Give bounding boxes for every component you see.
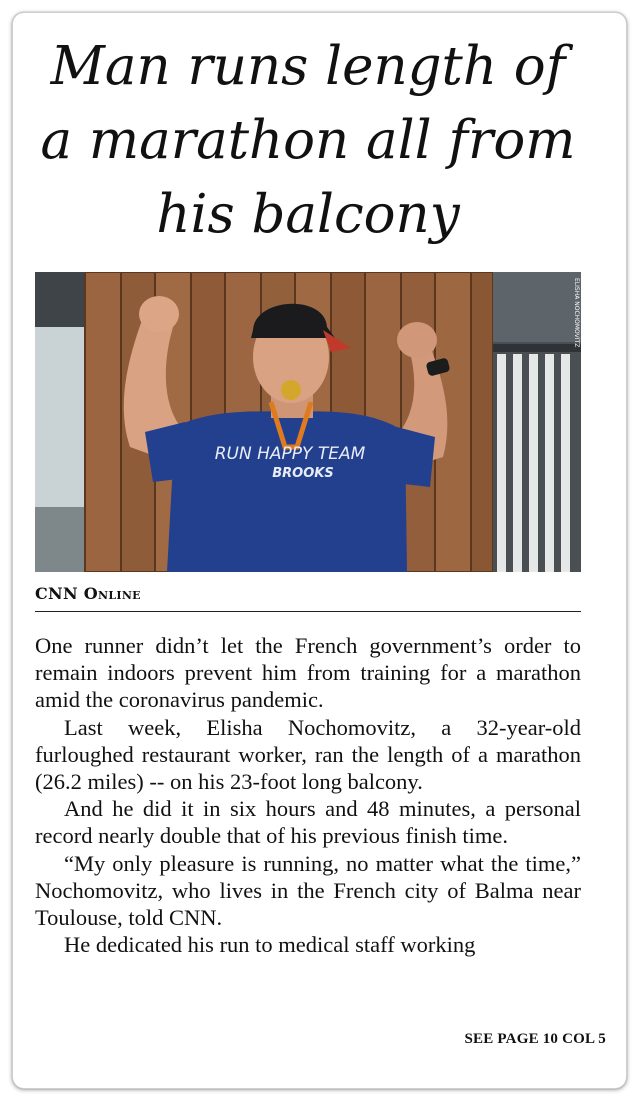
shirt-text-line2: BROOKS [272, 466, 334, 481]
byline: CNN Online [35, 584, 581, 612]
paragraph: He dedicated his run to medical staff working [64, 932, 476, 958]
photo-credit: ELISHA NOCHOMOVITZ [573, 278, 580, 348]
article-body [35, 632, 581, 958]
paragraph: One runner didn’t let the French government’s order to remain indoors prevent him from training for a marathon amid the coronavirus pandemic. [35, 633, 581, 713]
paragraph: And he did it in six hours and 48 minutes, a personal record nearly double that of his previous finish time. [35, 796, 581, 849]
paragraph: Last week, Elisha Nochomovitz, a 32-year-old furloughed restaurant worker, ran the length of a marathon (26.2 miles) -- on his 23-foot long balcony. [35, 714, 581, 795]
shirt-text-line1: RUN HAPPY TEAM [214, 444, 366, 464]
headline: Man runs length of a marathon all from his balcony [40, 36, 576, 245]
paragraph: “My only pleasure is running, no matter what the time,” Nochomovitz, who lives in the French city of Balma near Toulouse, told CNN. [35, 850, 581, 931]
article-photo [35, 272, 581, 572]
continued-jump-line: SEE PAGE 10 COL 5 [464, 1031, 606, 1047]
